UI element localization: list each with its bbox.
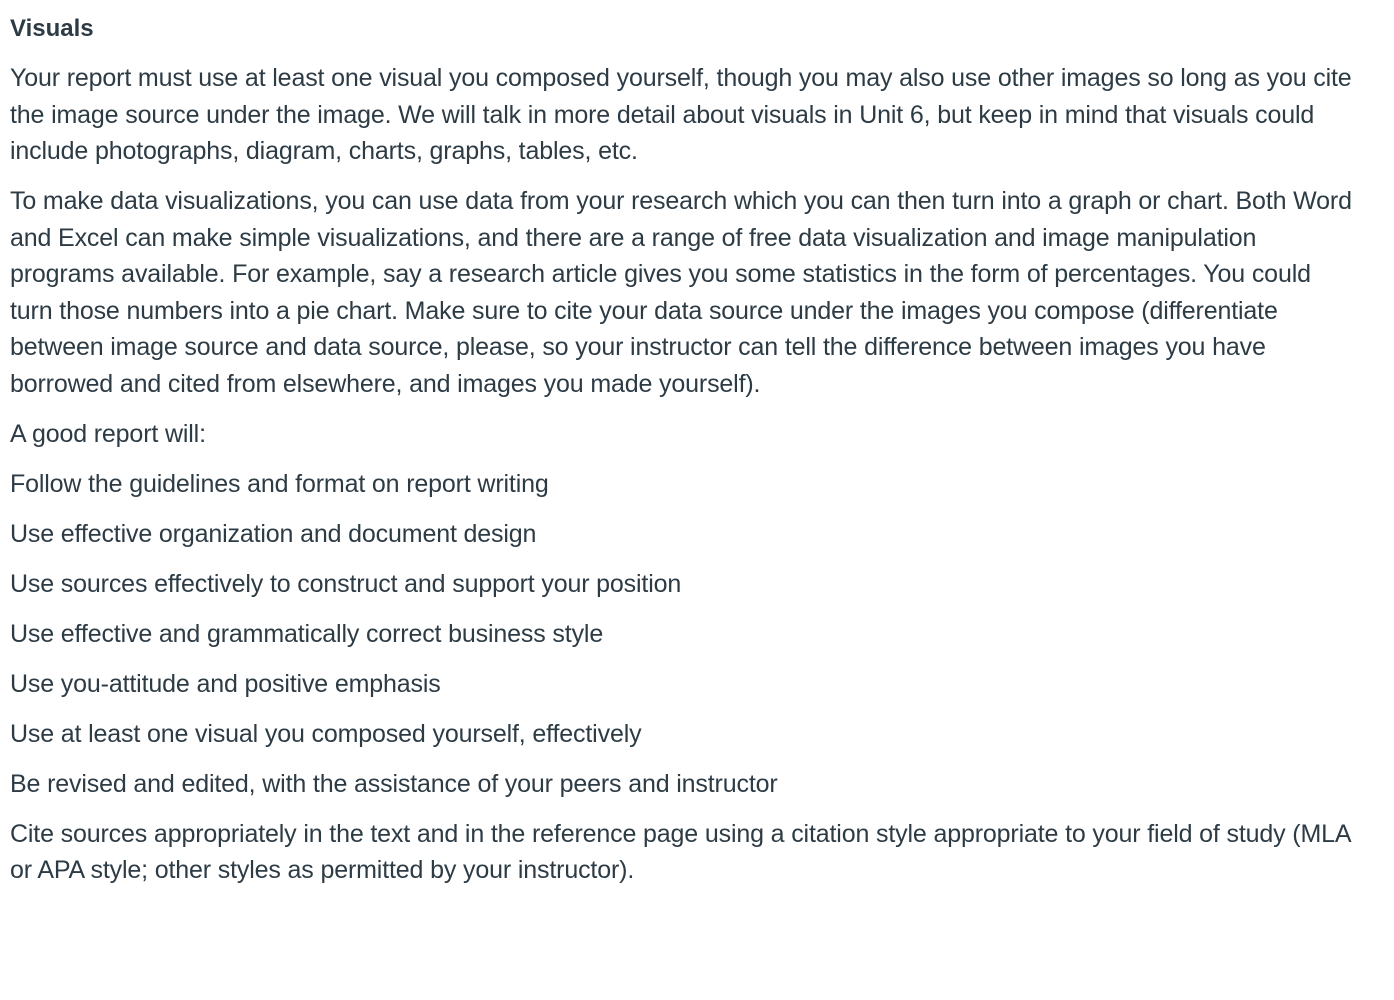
- criteria-item: Use effective organization and document design: [10, 519, 537, 548]
- paragraph-visual-requirement: Your report must use at least one visual you composed yourself, though you may also use other images so long as you cite the image source under the image. We will talk in more detail about visuals in Unit 6, but keep in mind that visuals could include photographs, diagram, charts, graphs, tables, etc.: [10, 64, 1352, 165]
- criteria-item: Use effective and grammatically correct business style: [10, 619, 604, 648]
- document-body: [10, 12, 1355, 902]
- criteria-item: Cite sources appropriately in the text and in the reference page using a citation style appropriate to your field of study (MLA or APA style; other styles as permitted by your instructor).: [10, 819, 1351, 884]
- section-heading: Visuals: [10, 15, 94, 42]
- criteria-item: Follow the guidelines and format on report writing: [10, 469, 549, 498]
- paragraph-good-report-intro: A good report will:: [10, 419, 206, 448]
- criteria-item: Use sources effectively to construct and support your position: [10, 569, 682, 598]
- paragraph-data-visualization: To make data visualizations, you can use data from your research which you can then turn into a graph or chart. Both Word and Excel can make simple visualizations, and there are a range of free data visualization and image manipulation programs available. For example, say a research article gives you some statistics in the form of percentages. You could turn those numbers into a pie chart. Make sure to cite your data source under the images you compose (differentiate between image source and data source, please, so your instructor can tell the difference between images you have borrowed and cited from elsewhere, and images you made yourself).: [10, 187, 1352, 398]
- criteria-item: Use you-attitude and positive emphasis: [10, 669, 441, 698]
- criteria-item: Use at least one visual you composed yourself, effectively: [10, 719, 642, 748]
- criteria-item: Be revised and edited, with the assistance of your peers and instructor: [10, 769, 778, 798]
